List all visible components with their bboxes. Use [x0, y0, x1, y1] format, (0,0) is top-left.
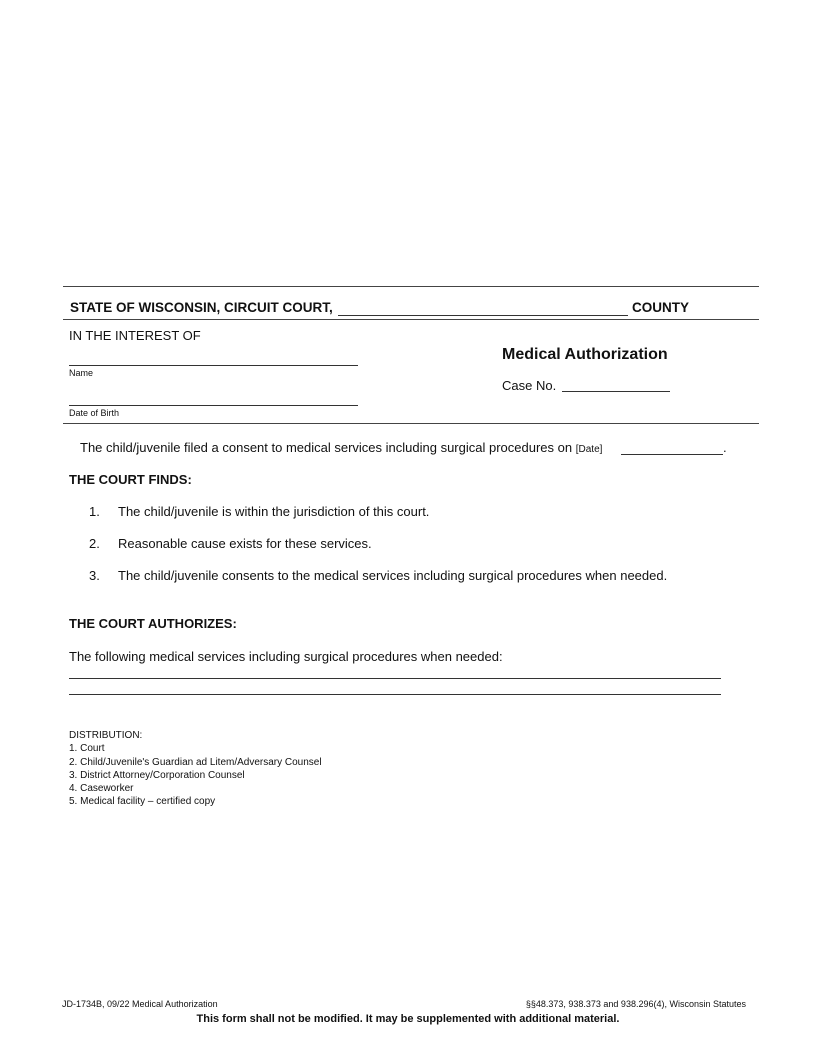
case-no-label: Case No.: [502, 378, 557, 393]
county-label: COUNTY: [632, 300, 689, 315]
finds-heading: THE COURT FINDS:: [69, 472, 192, 487]
authorizes-heading: THE COURT AUTHORIZES:: [69, 616, 237, 631]
date-label: [Date]: [575, 444, 603, 455]
finding-text: The child/juvenile consents to the medical services including surgical procedures when needed.: [118, 568, 668, 583]
distribution-item: 1. Court: [69, 743, 105, 755]
dob-label: Date of Birth: [69, 408, 120, 418]
distribution-item: 5. Medical facility – certified copy: [69, 796, 216, 808]
county-field[interactable]: [338, 315, 628, 316]
distribution-heading: DISTRIBUTION:: [69, 730, 143, 741]
distribution-list: [69, 729, 322, 809]
caption-rule: [63, 423, 759, 424]
finding-text: The child/juvenile is within the jurisdiction of this court.: [118, 504, 430, 519]
dob-field[interactable]: [69, 405, 358, 406]
modification-notice: This form shall not be modified. It may be supplemented with additional material.: [196, 1013, 620, 1025]
interest-of-label: IN THE INTEREST OF: [69, 328, 201, 343]
date-field[interactable]: [621, 454, 723, 455]
statutes: §§48.373, 938.373 and 938.296(4), Wisconsin Statutes: [525, 999, 746, 1009]
services-field-line-1[interactable]: [69, 678, 721, 679]
authorizes-text: The following medical services including surgical procedures when needed:: [69, 649, 503, 664]
services-field-line-2[interactable]: [69, 694, 721, 695]
header-rule: [63, 319, 759, 320]
name-label: Name: [69, 368, 94, 378]
finding-number: 1.: [89, 504, 100, 519]
finding-text: Reasonable cause exists for these services.: [118, 536, 372, 551]
finding-number: 3.: [89, 568, 100, 583]
distribution-item: 2. Child/Juvenile's Guardian ad Litem/Adversary Counsel: [69, 756, 322, 768]
name-field[interactable]: [69, 365, 358, 366]
period: .: [723, 440, 727, 455]
distribution-item: 3. District Attorney/Corporation Counsel: [69, 769, 245, 781]
finding-number: 2.: [89, 536, 100, 551]
court-header: STATE OF WISCONSIN, CIRCUIT COURT,: [70, 300, 333, 315]
case-no-field[interactable]: [562, 391, 670, 392]
intro-text: The child/juvenile filed a consent to medical services including surgical procedures on [Date]: [80, 440, 603, 455]
form-title: Medical Authorization: [502, 346, 668, 363]
top-rule: [63, 286, 759, 287]
distribution-item: 4. Caseworker: [69, 783, 134, 795]
form-id: JD-1734B, 09/22 Medical Authorization: [62, 999, 218, 1009]
